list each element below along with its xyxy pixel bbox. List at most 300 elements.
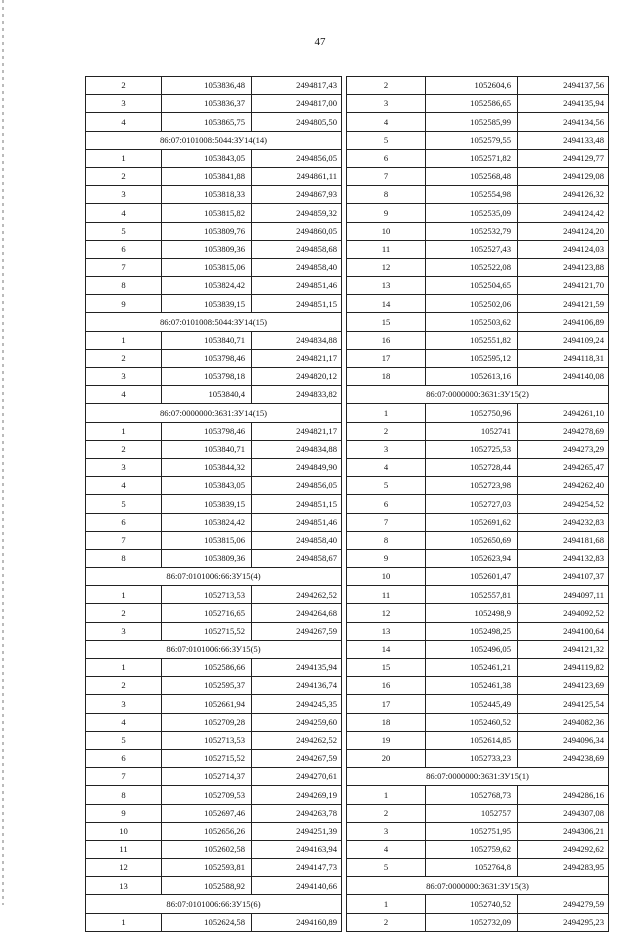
- table-row: [86, 331, 342, 349]
- point-number-cell: 15: [347, 313, 426, 331]
- table-row: [347, 440, 609, 458]
- parcel-header-row: [347, 768, 609, 786]
- table-row: [347, 622, 609, 640]
- point-number-cell: 3: [86, 622, 162, 640]
- x-coordinate-cell: 1052741: [426, 422, 518, 440]
- y-coordinate-cell: 2494135,94: [518, 95, 609, 113]
- left-table-body: [86, 77, 342, 932]
- point-number-cell: 3: [347, 440, 426, 458]
- x-coordinate-cell: 1052604,6: [426, 77, 518, 95]
- table-row: [347, 186, 609, 204]
- x-coordinate-cell: 1052527,43: [426, 240, 518, 258]
- table-row: [347, 859, 609, 877]
- table-row: [347, 368, 609, 386]
- y-coordinate-cell: 2494163,94: [252, 840, 342, 858]
- x-coordinate-cell: 1052602,58: [162, 840, 252, 858]
- binding-edge: [2, 0, 4, 905]
- y-coordinate-cell: 2494181,68: [518, 531, 609, 549]
- point-number-cell: 4: [86, 386, 162, 404]
- x-coordinate-cell: 1052713,53: [162, 586, 252, 604]
- y-coordinate-cell: 2494132,83: [518, 549, 609, 567]
- point-number-cell: 6: [347, 149, 426, 167]
- point-number-cell: 5: [347, 859, 426, 877]
- point-number-cell: 7: [86, 768, 162, 786]
- x-coordinate-cell: 1052498,25: [426, 622, 518, 640]
- y-coordinate-cell: 2494124,42: [518, 204, 609, 222]
- x-coordinate-cell: 1052445,49: [426, 695, 518, 713]
- point-number-cell: 7: [347, 513, 426, 531]
- parcel-cadastral-number: 86:07:0101006:66:ЗУ15(4): [86, 568, 342, 586]
- y-coordinate-cell: 2494124,20: [518, 222, 609, 240]
- y-coordinate-cell: 2494125,54: [518, 695, 609, 713]
- table-row: [86, 768, 342, 786]
- point-number-cell: 9: [347, 204, 426, 222]
- x-coordinate-cell: 1052586,65: [426, 95, 518, 113]
- point-number-cell: 6: [86, 749, 162, 767]
- x-coordinate-cell: 1053839,15: [162, 295, 252, 313]
- y-coordinate-cell: 2494245,35: [252, 695, 342, 713]
- x-coordinate-cell: 1052568,48: [426, 167, 518, 185]
- table-row: [347, 95, 609, 113]
- table-row: [86, 822, 342, 840]
- x-coordinate-cell: 1052504,65: [426, 277, 518, 295]
- y-coordinate-cell: 2494106,89: [518, 313, 609, 331]
- y-coordinate-cell: 2494267,59: [252, 622, 342, 640]
- x-coordinate-cell: 1052691,62: [426, 513, 518, 531]
- y-coordinate-cell: 2494849,90: [252, 458, 342, 476]
- y-coordinate-cell: 2494278,69: [518, 422, 609, 440]
- point-number-cell: 8: [86, 549, 162, 567]
- point-number-cell: 1: [347, 895, 426, 913]
- x-coordinate-cell: 1053809,36: [162, 240, 252, 258]
- table-row: [86, 295, 342, 313]
- point-number-cell: 9: [347, 549, 426, 567]
- table-row: [347, 422, 609, 440]
- point-number-cell: 3: [86, 458, 162, 476]
- x-coordinate-cell: 1052496,05: [426, 640, 518, 658]
- y-coordinate-cell: 2494833,82: [252, 386, 342, 404]
- table-row: [86, 149, 342, 167]
- table-row: [86, 113, 342, 131]
- x-coordinate-cell: 1052727,03: [426, 495, 518, 513]
- x-coordinate-cell: 1052709,28: [162, 713, 252, 731]
- y-coordinate-cell: 2494121,59: [518, 295, 609, 313]
- table-row: [86, 77, 342, 95]
- parcel-header-row: [86, 131, 342, 149]
- y-coordinate-cell: 2494834,88: [252, 331, 342, 349]
- x-coordinate-cell: 1052593,81: [162, 859, 252, 877]
- point-number-cell: 2: [86, 167, 162, 185]
- y-coordinate-cell: 2494126,32: [518, 186, 609, 204]
- y-coordinate-cell: 2494817,00: [252, 95, 342, 113]
- point-number-cell: 13: [347, 622, 426, 640]
- y-coordinate-cell: 2494851,46: [252, 513, 342, 531]
- table-row: [347, 204, 609, 222]
- x-coordinate-cell: 1053798,46: [162, 349, 252, 367]
- point-number-cell: 4: [347, 113, 426, 131]
- x-coordinate-cell: 1052460,52: [426, 713, 518, 731]
- point-number-cell: 16: [347, 331, 426, 349]
- x-coordinate-cell: 1052595,37: [162, 677, 252, 695]
- table-row: [347, 77, 609, 95]
- table-row: [347, 295, 609, 313]
- x-coordinate-cell: 1052740,52: [426, 895, 518, 913]
- x-coordinate-cell: 1053843,05: [162, 477, 252, 495]
- y-coordinate-cell: 2494121,32: [518, 640, 609, 658]
- table-row: [86, 677, 342, 695]
- y-coordinate-cell: 2494283,95: [518, 859, 609, 877]
- x-coordinate-cell: 1052461,21: [426, 659, 518, 677]
- y-coordinate-cell: 2494140,66: [252, 877, 342, 895]
- table-row: [347, 659, 609, 677]
- x-coordinate-cell: 1053841,88: [162, 167, 252, 185]
- point-number-cell: 19: [347, 731, 426, 749]
- y-coordinate-cell: 2494269,19: [252, 786, 342, 804]
- x-coordinate-cell: 1052551,82: [426, 331, 518, 349]
- x-coordinate-cell: 1052723,98: [426, 477, 518, 495]
- y-coordinate-cell: 2494129,77: [518, 149, 609, 167]
- parcel-header-row: [86, 640, 342, 658]
- y-coordinate-cell: 2494821,17: [252, 422, 342, 440]
- x-coordinate-cell: 1052601,47: [426, 568, 518, 586]
- point-number-cell: 2: [86, 77, 162, 95]
- table-row: [86, 659, 342, 677]
- point-number-cell: 12: [347, 258, 426, 276]
- y-coordinate-cell: 2494856,05: [252, 477, 342, 495]
- point-number-cell: 14: [347, 295, 426, 313]
- table-row: [347, 586, 609, 604]
- table-row: [347, 713, 609, 731]
- y-coordinate-cell: 2494279,59: [518, 895, 609, 913]
- point-number-cell: 8: [86, 277, 162, 295]
- point-number-cell: 11: [347, 240, 426, 258]
- y-coordinate-cell: 2494817,43: [252, 77, 342, 95]
- point-number-cell: 5: [86, 222, 162, 240]
- table-row: [86, 840, 342, 858]
- point-number-cell: 5: [86, 495, 162, 513]
- y-coordinate-cell: 2494135,94: [252, 659, 342, 677]
- table-row: [347, 404, 609, 422]
- y-coordinate-cell: 2494867,93: [252, 186, 342, 204]
- x-coordinate-cell: 1052728,44: [426, 458, 518, 476]
- point-number-cell: 18: [347, 713, 426, 731]
- y-coordinate-cell: 2494270,61: [252, 768, 342, 786]
- table-row: [347, 458, 609, 476]
- point-number-cell: 9: [86, 804, 162, 822]
- x-coordinate-cell: 1052709,53: [162, 786, 252, 804]
- x-coordinate-cell: 1052588,92: [162, 877, 252, 895]
- y-coordinate-cell: 2494136,74: [252, 677, 342, 695]
- y-coordinate-cell: 2494306,21: [518, 822, 609, 840]
- table-row: [86, 495, 342, 513]
- point-number-cell: 1: [86, 659, 162, 677]
- y-coordinate-cell: 2494096,34: [518, 731, 609, 749]
- page-number: 47: [314, 36, 326, 48]
- table-row: [347, 222, 609, 240]
- table-row: [86, 368, 342, 386]
- parcel-header-row: [347, 877, 609, 895]
- x-coordinate-cell: 1052557,81: [426, 586, 518, 604]
- table-row: [86, 349, 342, 367]
- x-coordinate-cell: 1052532,79: [426, 222, 518, 240]
- point-number-cell: 12: [86, 859, 162, 877]
- table-row: [347, 531, 609, 549]
- x-coordinate-cell: 1052535,09: [426, 204, 518, 222]
- point-number-cell: 3: [86, 695, 162, 713]
- y-coordinate-cell: 2494858,68: [252, 240, 342, 258]
- x-coordinate-cell: 1053798,46: [162, 422, 252, 440]
- point-number-cell: 4: [86, 113, 162, 131]
- x-coordinate-cell: 1052613,16: [426, 368, 518, 386]
- point-number-cell: 7: [347, 167, 426, 185]
- point-number-cell: 6: [347, 495, 426, 513]
- x-coordinate-cell: 1052585,99: [426, 113, 518, 131]
- y-coordinate-cell: 2494286,16: [518, 786, 609, 804]
- y-coordinate-cell: 2494851,46: [252, 277, 342, 295]
- y-coordinate-cell: 2494858,40: [252, 258, 342, 276]
- x-coordinate-cell: 1053843,05: [162, 149, 252, 167]
- table-row: [347, 695, 609, 713]
- x-coordinate-cell: 1053836,37: [162, 95, 252, 113]
- point-number-cell: 8: [86, 786, 162, 804]
- y-coordinate-cell: 2494859,32: [252, 204, 342, 222]
- point-number-cell: 2: [86, 677, 162, 695]
- x-coordinate-cell: 1053840,71: [162, 331, 252, 349]
- y-coordinate-cell: 2494147,73: [252, 859, 342, 877]
- point-number-cell: 3: [86, 95, 162, 113]
- y-coordinate-cell: 2494129,08: [518, 167, 609, 185]
- x-coordinate-cell: 1052725,53: [426, 440, 518, 458]
- table-row: [86, 277, 342, 295]
- point-number-cell: 6: [86, 513, 162, 531]
- table-row: [86, 713, 342, 731]
- y-coordinate-cell: 2494858,67: [252, 549, 342, 567]
- y-coordinate-cell: 2494860,05: [252, 222, 342, 240]
- x-coordinate-cell: 1052614,85: [426, 731, 518, 749]
- table-row: [86, 913, 342, 931]
- table-row: [347, 113, 609, 131]
- x-coordinate-cell: 1053809,36: [162, 549, 252, 567]
- x-coordinate-cell: 1053824,42: [162, 277, 252, 295]
- parcel-cadastral-number: 86:07:0101008:5044:ЗУ14(14): [86, 131, 342, 149]
- y-coordinate-cell: 2494262,52: [252, 586, 342, 604]
- x-coordinate-cell: 1052751,95: [426, 822, 518, 840]
- y-coordinate-cell: 2494858,40: [252, 531, 342, 549]
- table-row: [86, 258, 342, 276]
- point-number-cell: 2: [86, 349, 162, 367]
- point-number-cell: 11: [86, 840, 162, 858]
- parcel-header-row: [86, 404, 342, 422]
- point-number-cell: 1: [86, 422, 162, 440]
- y-coordinate-cell: 2494232,83: [518, 513, 609, 531]
- point-number-cell: 5: [86, 731, 162, 749]
- x-coordinate-cell: 1052586,66: [162, 659, 252, 677]
- point-number-cell: 6: [86, 240, 162, 258]
- parcel-cadastral-number: 86:07:0101006:66:ЗУ15(5): [86, 640, 342, 658]
- x-coordinate-cell: 1053815,06: [162, 531, 252, 549]
- point-number-cell: 3: [347, 95, 426, 113]
- x-coordinate-cell: 1052579,55: [426, 131, 518, 149]
- table-row: [347, 786, 609, 804]
- x-coordinate-cell: 1052595,12: [426, 349, 518, 367]
- point-number-cell: 16: [347, 677, 426, 695]
- y-coordinate-cell: 2494259,60: [252, 713, 342, 731]
- point-number-cell: 4: [86, 713, 162, 731]
- table-row: [347, 568, 609, 586]
- parcel-cadastral-number: 86:07:0000000:3631:ЗУ15(1): [347, 768, 609, 786]
- y-coordinate-cell: 2494265,47: [518, 458, 609, 476]
- table-row: [86, 422, 342, 440]
- x-coordinate-cell: 1052759,62: [426, 840, 518, 858]
- point-number-cell: 3: [347, 822, 426, 840]
- table-row: [86, 477, 342, 495]
- y-coordinate-cell: 2494092,52: [518, 604, 609, 622]
- table-row: [86, 586, 342, 604]
- x-coordinate-cell: 1052733,23: [426, 749, 518, 767]
- table-row: [347, 349, 609, 367]
- left-coordinates-table: [85, 76, 342, 932]
- y-coordinate-cell: 2494137,56: [518, 77, 609, 95]
- x-coordinate-cell: 1052554,98: [426, 186, 518, 204]
- x-coordinate-cell: 1053798,18: [162, 368, 252, 386]
- table-row: [86, 877, 342, 895]
- table-row: [347, 749, 609, 767]
- y-coordinate-cell: 2494160,89: [252, 913, 342, 931]
- y-coordinate-cell: 2494821,17: [252, 349, 342, 367]
- y-coordinate-cell: 2494861,11: [252, 167, 342, 185]
- table-row: [347, 331, 609, 349]
- table-row: [86, 458, 342, 476]
- y-coordinate-cell: 2494251,39: [252, 822, 342, 840]
- parcel-header-row: [347, 386, 609, 404]
- y-coordinate-cell: 2494123,88: [518, 258, 609, 276]
- point-number-cell: 4: [347, 458, 426, 476]
- table-row: [86, 513, 342, 531]
- y-coordinate-cell: 2494307,08: [518, 804, 609, 822]
- y-coordinate-cell: 2494123,69: [518, 677, 609, 695]
- y-coordinate-cell: 2494261,10: [518, 404, 609, 422]
- x-coordinate-cell: 1053840,4: [162, 386, 252, 404]
- x-coordinate-cell: 1052461,38: [426, 677, 518, 695]
- point-number-cell: 12: [347, 604, 426, 622]
- point-number-cell: 14: [347, 640, 426, 658]
- x-coordinate-cell: 1053836,48: [162, 77, 252, 95]
- x-coordinate-cell: 1052498,9: [426, 604, 518, 622]
- x-coordinate-cell: 1053818,33: [162, 186, 252, 204]
- y-coordinate-cell: 2494100,64: [518, 622, 609, 640]
- x-coordinate-cell: 1053865,75: [162, 113, 252, 131]
- y-coordinate-cell: 2494805,50: [252, 113, 342, 131]
- x-coordinate-cell: 1052713,53: [162, 731, 252, 749]
- table-row: [347, 477, 609, 495]
- x-coordinate-cell: 1052522,08: [426, 258, 518, 276]
- point-number-cell: 2: [347, 77, 426, 95]
- y-coordinate-cell: 2494238,69: [518, 749, 609, 767]
- table-row: [347, 513, 609, 531]
- table-row: [347, 822, 609, 840]
- point-number-cell: 3: [86, 368, 162, 386]
- parcel-cadastral-number: 86:07:0000000:3631:ЗУ14(15): [86, 404, 342, 422]
- point-number-cell: 1: [347, 786, 426, 804]
- table-row: [347, 677, 609, 695]
- table-row: [347, 804, 609, 822]
- y-coordinate-cell: 2494262,52: [252, 731, 342, 749]
- point-number-cell: 18: [347, 368, 426, 386]
- y-coordinate-cell: 2494264,68: [252, 604, 342, 622]
- y-coordinate-cell: 2494254,52: [518, 495, 609, 513]
- table-row: [86, 749, 342, 767]
- table-row: [86, 549, 342, 567]
- point-number-cell: 5: [347, 477, 426, 495]
- point-number-cell: 10: [86, 822, 162, 840]
- y-coordinate-cell: 2494133,48: [518, 131, 609, 149]
- parcel-cadastral-number: 86:07:0000000:3631:ЗУ15(3): [347, 877, 609, 895]
- point-number-cell: 5: [347, 131, 426, 149]
- point-number-cell: 2: [86, 440, 162, 458]
- table-row: [347, 604, 609, 622]
- y-coordinate-cell: 2494097,11: [518, 586, 609, 604]
- x-coordinate-cell: 1053815,82: [162, 204, 252, 222]
- point-number-cell: 1: [86, 913, 162, 931]
- point-number-cell: 8: [347, 531, 426, 549]
- table-row: [347, 549, 609, 567]
- x-coordinate-cell: 1052571,82: [426, 149, 518, 167]
- table-row: [347, 640, 609, 658]
- point-number-cell: 13: [347, 277, 426, 295]
- table-row: [86, 531, 342, 549]
- x-coordinate-cell: 1052764,8: [426, 859, 518, 877]
- point-number-cell: 1: [86, 331, 162, 349]
- x-coordinate-cell: 1052502,06: [426, 295, 518, 313]
- point-number-cell: 4: [347, 840, 426, 858]
- point-number-cell: 10: [347, 222, 426, 240]
- point-number-cell: 2: [347, 422, 426, 440]
- x-coordinate-cell: 1052650,69: [426, 531, 518, 549]
- table-row: [86, 859, 342, 877]
- point-number-cell: 1: [347, 404, 426, 422]
- x-coordinate-cell: 1052716,65: [162, 604, 252, 622]
- y-coordinate-cell: 2494295,23: [518, 913, 609, 931]
- x-coordinate-cell: 1052714,37: [162, 768, 252, 786]
- y-coordinate-cell: 2494262,40: [518, 477, 609, 495]
- y-coordinate-cell: 2494124,03: [518, 240, 609, 258]
- y-coordinate-cell: 2494118,31: [518, 349, 609, 367]
- y-coordinate-cell: 2494273,29: [518, 440, 609, 458]
- point-number-cell: 7: [86, 531, 162, 549]
- y-coordinate-cell: 2494851,15: [252, 495, 342, 513]
- right-table-body: [347, 77, 609, 932]
- parcel-cadastral-number: 86:07:0101008:5044:ЗУ14(15): [86, 313, 342, 331]
- x-coordinate-cell: 1052732,09: [426, 913, 518, 931]
- table-row: [86, 804, 342, 822]
- parcel-header-row: [86, 895, 342, 913]
- x-coordinate-cell: 1052624,58: [162, 913, 252, 931]
- y-coordinate-cell: 2494082,36: [518, 713, 609, 731]
- table-row: [347, 313, 609, 331]
- table-row: [86, 731, 342, 749]
- table-row: [86, 95, 342, 113]
- x-coordinate-cell: 1052623,94: [426, 549, 518, 567]
- x-coordinate-cell: 1053815,06: [162, 258, 252, 276]
- parcel-cadastral-number: 86:07:0000000:3631:ЗУ15(2): [347, 386, 609, 404]
- y-coordinate-cell: 2494267,59: [252, 749, 342, 767]
- x-coordinate-cell: 1053840,71: [162, 440, 252, 458]
- table-row: [86, 695, 342, 713]
- y-coordinate-cell: 2494820,12: [252, 368, 342, 386]
- table-row: [86, 786, 342, 804]
- table-row: [86, 204, 342, 222]
- parcel-cadastral-number: 86:07:0101006:66:ЗУ15(6): [86, 895, 342, 913]
